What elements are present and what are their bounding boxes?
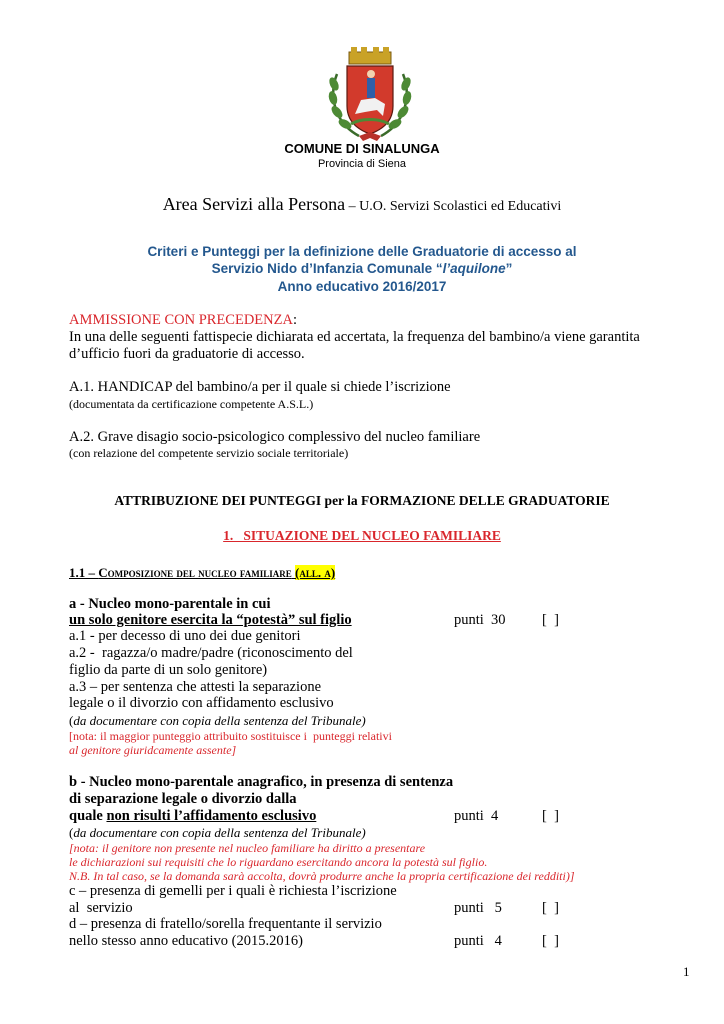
item-d-line1: d – presenza di fratello/sorella frequentante il servizio (69, 916, 382, 932)
item-a2-line2: figlio da parte di un solo genitore) (69, 662, 268, 678)
ammissione-text-1: In una delle seguenti fattispecie dichiarata ed accertata, la frequenza del bambino/a viene garantita (69, 329, 640, 345)
item-d-checkbox[interactable]: [ ] (542, 933, 559, 949)
ammissione-a1-note: (documentata da certificazione competente A.S.L.) (69, 397, 314, 411)
ammissione-text-2: d’ufficio fuori da graduatorie di accesso. (69, 346, 305, 362)
provincia-name: Provincia di Siena (317, 158, 407, 170)
item-b-doc-text: da documentare con copia della sentenza del Tribunale) (73, 825, 366, 840)
page-number: 1 (683, 964, 690, 979)
coat-of-arms-emblem (325, 44, 415, 144)
criteria-title-line2 (0, 261, 724, 276)
item-b-points: punti 4 (454, 808, 499, 824)
title-line2-a: Servizio Nido d’Infanzia Comunale “ (211, 261, 443, 276)
item-a3-line2: legale o il divorzio con affidamento esclusivo (69, 695, 334, 711)
subsection-1-1 (69, 565, 335, 581)
item-a-title-2: un solo genitore esercita la “potestà” sul figlio (69, 612, 352, 628)
item-c-checkbox[interactable]: [ ] (542, 900, 559, 916)
item-a-doc (69, 713, 366, 729)
item-d-line2: nello stesso anno educativo (2015.2016) (69, 933, 303, 949)
ammissione-heading-row (69, 312, 297, 329)
item-b-checkbox[interactable]: [ ] (542, 808, 559, 824)
area-sub: U.O. Servizi Scolastici ed Educativi (359, 199, 562, 214)
item-a-note-2: al genitore giuridcamente assente] (69, 743, 237, 757)
area-title (0, 194, 724, 215)
comune-name: COMUNE DI SINALUNGA (284, 141, 440, 156)
item-a-points: punti 30 (454, 612, 506, 628)
criteria-title-line1: Criteri e Punteggi per la definizione delle Graduatorie di accesso al (147, 244, 577, 259)
item-b-title-3b: non risulti l’affidamento esclusivo (106, 808, 317, 824)
item-a-checkbox[interactable]: [ ] (542, 612, 559, 628)
item-b-note-2: le dichiarazioni sui requisiti che lo riguardano esercitando ancora la potestà sul figlio. (69, 855, 488, 869)
sub11-allegato: (all. a) (295, 565, 336, 580)
item-a-title-1: a - Nucleo mono-parentale in cui (69, 596, 271, 612)
item-a-doc-text: da documentare con copia della sentenza del Tribunale) (73, 713, 366, 728)
item-b-title-1: b - Nucleo mono-parentale anagrafico, in presenza di sentenza (69, 774, 454, 790)
item-b-doc (69, 825, 366, 841)
section-1-heading: 1. SITUAZIONE DEL NUCLEO FAMILIARE (223, 528, 501, 543)
item-a3-line1: a.3 – per sentenza che attesti la separazione (69, 679, 322, 695)
item-a-note-1-text: [nota: il maggior punteggio attribuito sostituisce i punteggi relativi (69, 729, 392, 743)
title-line2-b: l’aquilone (442, 261, 506, 276)
item-c-points: punti 5 (454, 900, 502, 916)
item-a-doc-open: ( (69, 713, 74, 728)
item-c-line2: al servizio (69, 900, 133, 916)
item-a2-line1: a.2 - ragazza/o madre/padre (riconoscimento del (69, 645, 353, 661)
area-main: Area Servizi alla Persona (162, 194, 346, 214)
title-line2-c: ” (505, 261, 513, 276)
criteria-title-line3: Anno educativo 2016/2017 (277, 279, 447, 294)
sub11-label: Composizione del nucleo familiare (98, 565, 292, 580)
attribuzione-heading: ATTRIBUZIONE DEI PUNTEGGI per la FORMAZIONE DELLE GRADUATORIE (114, 493, 610, 508)
item-b-note-3: N.B. In tal caso, se la domanda sarà accolta, dovrà produrre anche la propria certificazione dei redditi)] (69, 869, 575, 883)
item-b-title-3 (69, 808, 316, 825)
ammissione-a2-note: (con relazione del competente servizio sociale territoriale) (69, 446, 349, 460)
item-a-note-1 (69, 729, 392, 744)
ammissione-a2: A.2. Grave disagio socio-psicologico complessivo del nucleo familiare (69, 429, 481, 445)
item-c-line1: c – presenza di gemelli per i quali è richiesta l’iscrizione (69, 883, 397, 899)
item-b-note-1: [nota: il genitore non presente nel nucleo familiare ha diritto a presentare (69, 841, 426, 855)
ammissione-colon: : (292, 312, 297, 328)
item-a1: a.1 - per decesso di uno dei due genitori (69, 628, 301, 644)
area-sep: – (345, 199, 360, 214)
item-b-title-3a: quale (69, 808, 107, 824)
ammissione-a1: A.1. HANDICAP del bambino/a per il quale si chiede l’iscrizione (69, 379, 451, 395)
item-d-points: punti 4 (454, 933, 502, 949)
ammissione-heading: AMMISSIONE CON PRECEDENZA (69, 312, 293, 328)
item-b-title-2: di separazione legale o divorzio dalla (69, 791, 297, 807)
item-b-doc-open: ( (69, 825, 74, 840)
sub11-prefix: 1.1 – (69, 565, 99, 580)
